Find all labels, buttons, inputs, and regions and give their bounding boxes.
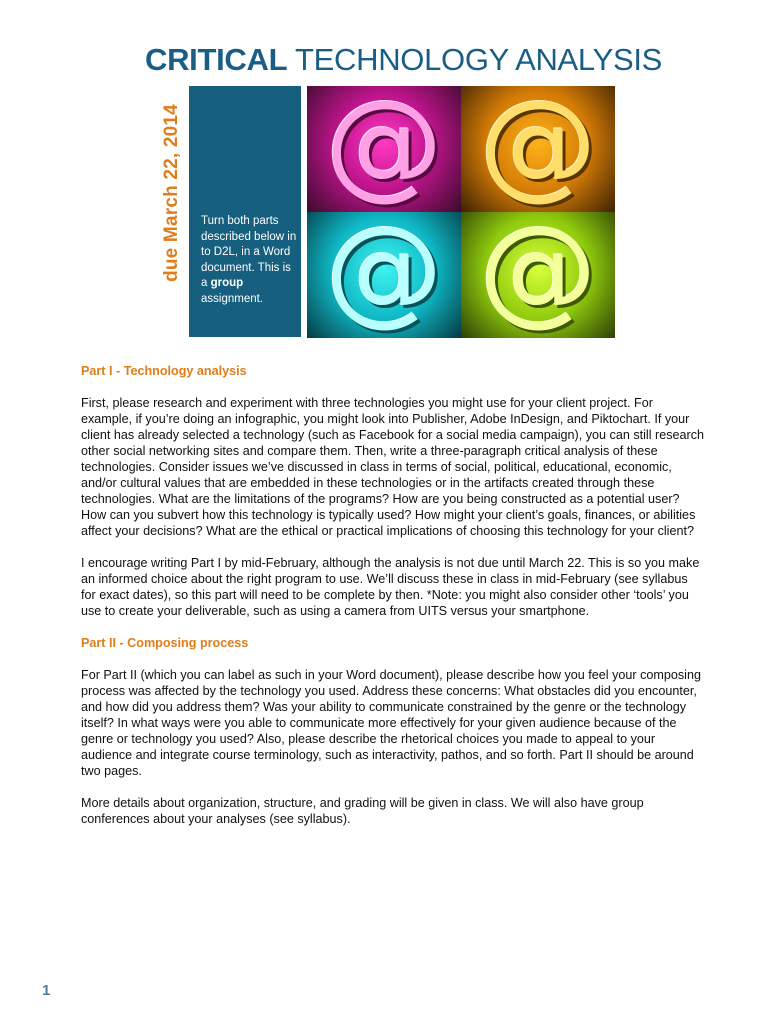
document-body <box>81 363 705 843</box>
title-light: TECHNOLOGY ANALYSIS <box>295 42 663 77</box>
due-date <box>160 86 184 300</box>
at-symbol-icon: @ <box>479 212 597 338</box>
at-tile-orange <box>461 86 615 212</box>
page-number: 1 <box>42 982 51 999</box>
part2-paragraph-2: More details about organization, structure, and grading will be given in class. We will also have group conferences about your analyses (see syllabus). <box>81 796 644 826</box>
submission-note-box <box>189 86 301 337</box>
page-title <box>145 40 705 80</box>
note-text-bold: group <box>210 277 244 289</box>
submission-note <box>201 214 297 307</box>
at-tile-lime <box>461 212 615 338</box>
due-date-text: due March 22, 2014 <box>161 104 182 282</box>
part1-paragraph-2: I encourage writing Part I by mid-February, although the analysis is not due until March 22. This is so you make an informed choice about the right program to use. We’ll discuss these in class in mid-February (see syllabus for exact dates), so this part will need to be complete by then. *Note: you might also consider other ‘tools’ you use to create your deliverable, such as using a camera from UITS versus your smartphone. <box>81 556 700 618</box>
at-symbol-icon: @ <box>479 86 597 212</box>
at-tile-magenta <box>307 86 461 212</box>
part1-paragraph-1: First, please research and experiment with three technologies you might use for your client project. For example, if you’re doing an infographic, you might look into Publisher, Adobe InDesign, and Piktochart. If your client has already selected a technology (such as Facebook for a social media campaign), you can still research other social networking sites and compare them. Then, write a three-paragraph critical analysis of these technologies. Consider issues we’ve discussed in class in terms of social, political, educational, economic, and/or cultural values that are embedded in these technologies or in the artifacts created through these technologies. What are the limitations of the programs? How are you being constructed as a potential user? How can you subvert how this technology is typically used? How might your client’s goals, finances, or abilities affect your decisions? What are the ethical or practical implications of choosing this technology for your client? <box>81 396 705 538</box>
title-bold: CRITICAL <box>145 42 288 77</box>
at-symbol-icon: @ <box>325 86 443 212</box>
at-symbol-image <box>307 86 615 338</box>
note-text-after: assignment. <box>201 292 264 305</box>
note-text-before: Turn both parts described below in to D2L, in a Word document. This is a <box>201 215 297 289</box>
at-symbol-icon: @ <box>325 212 443 338</box>
part2-heading: Part II - Composing process <box>81 636 249 650</box>
part1-heading: Part I - Technology analysis <box>81 364 247 378</box>
part2-paragraph-1: For Part II (which you can label as such in your Word document), please describe how you feel your composing process was affected by the technology you used. Address these concerns: What obstacles did you encounter, and how did you address them? Was your ability to communicate constrained by the genre or the technology itself? In what ways were you able to communicate more effectively for your given audience because of the genre or technology you used? Also, please describe the rhetorical choices you made to appeal to your audience and integrate course terminology, such as interactivity, pathos, and so forth. Part II should be around two pages. <box>81 668 701 778</box>
at-tile-cyan <box>307 212 461 338</box>
